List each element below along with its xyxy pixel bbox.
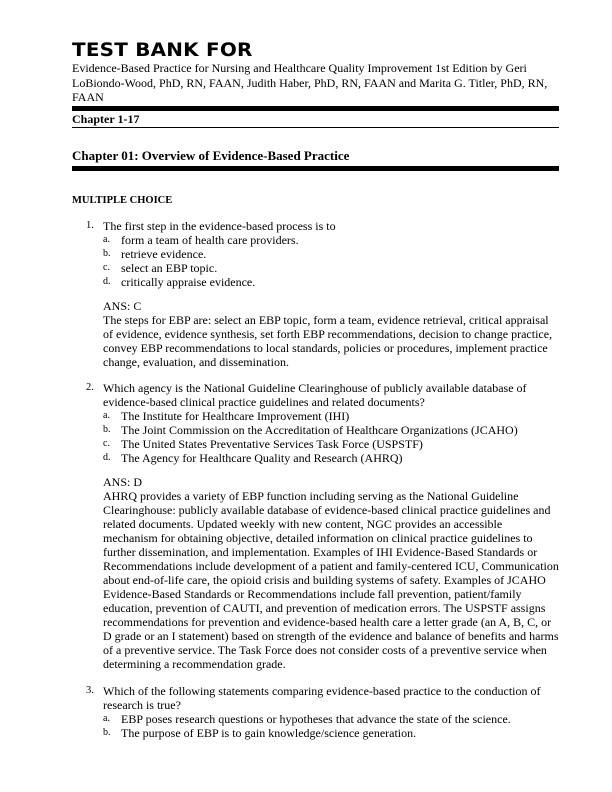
question-stem: Which of the following statements comparing evidence-based practice to the conduction of research is true? bbox=[103, 683, 541, 712]
choice-letter: b. bbox=[103, 726, 111, 738]
choice-letter: b. bbox=[103, 423, 111, 435]
question-3 bbox=[72, 684, 559, 740]
header-rule-thin bbox=[72, 127, 559, 128]
chapter-range: Chapter 1-17 bbox=[72, 111, 140, 126]
choice-text: The United States Preventative Services Task Force (USPSTF) bbox=[121, 436, 423, 451]
choice-letter: c. bbox=[103, 261, 110, 273]
choice-text: The Joint Commission on the Accreditation of Healthcare Organizations (JCAHO) bbox=[121, 422, 518, 437]
question-2 bbox=[72, 381, 559, 671]
section-heading: MULTIPLE CHOICE bbox=[72, 194, 173, 206]
choice-letter: b. bbox=[103, 247, 111, 259]
choice-letter: d. bbox=[103, 451, 111, 463]
question-stem: The first step in the evidence-based process is to bbox=[103, 218, 336, 233]
choice-text: select an EBP topic. bbox=[121, 260, 218, 275]
choice-letter: a. bbox=[103, 233, 110, 245]
choice-b bbox=[103, 247, 559, 261]
choice-text: The purpose of EBP is to gain knowledge/science generation. bbox=[121, 725, 417, 740]
question-1 bbox=[72, 219, 559, 369]
choice-a bbox=[103, 409, 559, 423]
answer-key: ANS: D bbox=[103, 474, 143, 489]
choice-text: form a team of health care providers. bbox=[121, 232, 299, 247]
choice-d bbox=[103, 275, 559, 289]
choice-text: The Institute for Healthcare Improvement (IHI) bbox=[121, 408, 350, 423]
choice-a bbox=[103, 712, 559, 726]
choice-letter: a. bbox=[103, 409, 110, 421]
question-number: 1. bbox=[86, 219, 94, 231]
choice-b bbox=[103, 423, 559, 437]
document-page bbox=[72, 40, 559, 740]
answer-key: ANS: C bbox=[103, 298, 142, 313]
choice-d bbox=[103, 451, 559, 465]
choice-text: critically appraise evidence. bbox=[121, 274, 256, 289]
choice-a bbox=[103, 233, 559, 247]
choice-letter: c. bbox=[103, 437, 110, 449]
choice-text: The Agency for Healthcare Quality and Research (AHRQ) bbox=[121, 450, 403, 465]
choice-letter: d. bbox=[103, 275, 111, 287]
choice-text: EBP poses research questions or hypotheses that advance the state of the science. bbox=[121, 711, 511, 726]
chapter-title: Chapter 01: Overview of Evidence-Based Practice bbox=[72, 147, 350, 163]
test-bank-title: TEST BANK FOR bbox=[72, 39, 253, 61]
header-rule-thick bbox=[72, 106, 559, 111]
answer-rationale: The steps for EBP are: select an EBP topic, form a team, evidence retrieval, critical appraisal of evidence, evidence synthesis, set forth EBP recommendations, decision to change practice, convey EBP recommendations to local standards, policies or procedures, implement practice change, evaluation, and dissemination. bbox=[103, 312, 553, 369]
choice-b bbox=[103, 726, 559, 740]
book-subtitle: Evidence-Based Practice for Nursing and Healthcare Quality Improvement 1st Edition by Geri LoBiondo-Wood, PhD, RN, FAAN, Judith Haber, PhD, RN, FAAN and Marita G. Titler, PhD, RN, FAAN bbox=[72, 61, 548, 104]
question-number: 3. bbox=[86, 684, 94, 696]
choice-c bbox=[103, 261, 559, 275]
choice-text: retrieve evidence. bbox=[121, 246, 207, 261]
choice-c bbox=[103, 437, 559, 451]
choice-letter: a. bbox=[103, 712, 110, 724]
question-number: 2. bbox=[86, 381, 94, 393]
question-stem: Which agency is the National Guideline Clearinghouse of publicly available database of evidence-based clinical practice guidelines and related documents? bbox=[103, 380, 527, 409]
chapter-rule bbox=[72, 166, 559, 171]
answer-rationale: AHRQ provides a variety of EBP function including serving as the National Guideline Clearinghouse: publicly available database of evidence-based clinical practice guidelines and related documents. Updated weekly with new content, NGC provides an accessible mechanism for obtaining objective, detailed information on clinical practice guidelines to further dissemination, and implementation. Examples of IHI Evidence-Based Standards or Recommendations include development of a patient and family-centered ICU, Communication about end-of-life care, the opioid crisis and building systems of safety. Examples of JCAHO Evidence-Based Standards or Recommendations include fall prevention, patient/family education, prevention of CAUTI, and prevention of medication errors. The USPSTF assigns recommendations for prevention and evidence-based health care a letter grade (an A, B, C, or D grade or an I statement) based on strength of the evidence and balance of benefits and harms of a preventive service. The Task Force does not consider costs of a preventive service when determining a recommendation grade. bbox=[103, 488, 559, 671]
